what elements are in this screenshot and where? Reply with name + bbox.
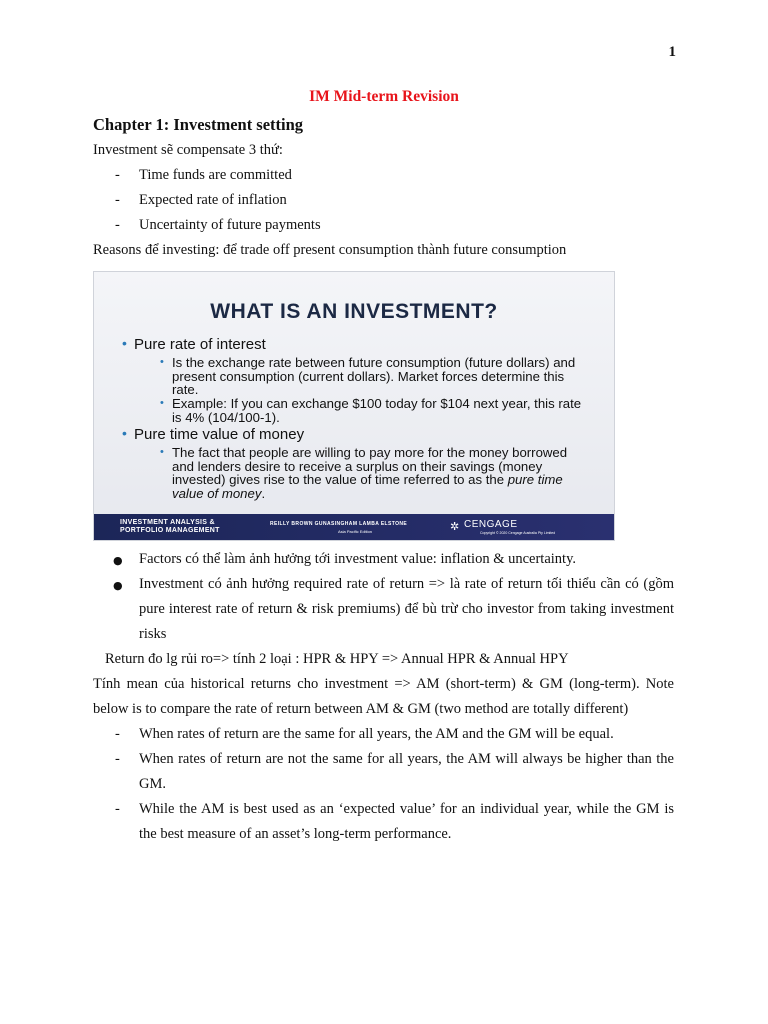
investment-slide-image [93, 271, 615, 541]
mean-paragraph: Tính mean của historical returns cho investment => AM (short-term) & GM (long-term). Note below is to compare the rate of return between AM & GM (two method are totally different) [93, 676, 674, 717]
list-item: ● Factors có thể làm ảnh hưởng tới investment value: inflation & uncertainty. [93, 547, 674, 572]
bullet-icon: • [160, 446, 164, 458]
bullet-icon: • [160, 356, 164, 368]
return-line: Return đo lg rủi ro=> tính 2 loại : HPR & HPY => Annual HPR & Annual HPY [105, 651, 569, 667]
footer-edition: Asia Pacific Edition [338, 529, 373, 534]
comparison-list [93, 722, 674, 847]
compensate-list [93, 163, 674, 238]
slide-footer [94, 514, 614, 540]
footer-book-title [120, 519, 220, 535]
page-number: 1 [668, 44, 676, 60]
footer-book-line: PORTFOLIO MANAGEMENT [120, 527, 220, 534]
list-item: - Uncertainty of future payments [93, 213, 674, 238]
intro-line: Investment sẽ compensate 3 thứ: [93, 142, 283, 158]
reasons-line: Reasons để investing: để trade off present consumption thành future consumption [93, 242, 567, 258]
slide-point [122, 335, 266, 353]
list-item: - Time funds are committed [93, 163, 674, 188]
footer-copyright: Copyright © 2020 Cengage Australia Pty Limited [480, 531, 556, 535]
list-item: - While the AM is best used as an ‘expected value’ for an individual year, while the GM is the best measure of an asset’s long-term performance. [93, 797, 674, 847]
bullet-icon: • [160, 397, 164, 409]
slide-subpoint [160, 396, 592, 425]
slide-point-text: Pure time value of money [134, 426, 305, 443]
slide-subpoint [160, 355, 592, 397]
footer-authors: REILLY BROWN GUNASINGHAM LAMBA ELSTONE [270, 521, 408, 527]
cengage-logo-icon: ✲ [450, 521, 460, 533]
slide-emphasis-text: pure time value of money [172, 472, 563, 501]
slide-subpoint-text: Example: If you can exchange $100 today for $104 next year, this rate is 4% (104/100-1). [172, 396, 582, 425]
list-item: - When rates of return are the same for all years, the AM and the GM will be equal. [93, 722, 674, 747]
slide-point-text: Pure rate of interest [134, 336, 266, 353]
list-item: ● Investment có ảnh hưởng required rate of return => là rate of return tối thiểu cần có (gồm pure interest rate of return & risk premiums) để bù trừ cho investor from taking investment risks [93, 572, 674, 647]
slide-subpoint-text: The fact that people are willing to pay more for the money borrowed and lenders desire to receive a surplus on their savings (money invested) gives rise to the value of time referred to as the [172, 445, 568, 487]
slide-point [122, 425, 305, 443]
factors-list [93, 547, 674, 647]
slide-subpoint [160, 445, 592, 501]
footer-brand: CENGAGE [464, 519, 518, 530]
slide-subpoint-text: . [261, 485, 266, 501]
bullet-icon: • [122, 425, 127, 441]
chapter-heading: Chapter 1: Investment setting [93, 115, 304, 134]
document-body [93, 112, 674, 847]
list-item: - Expected rate of inflation [93, 188, 674, 213]
slide-title: WHAT IS AN INVESTMENT? [210, 300, 498, 323]
slide-subpoint-text: Is the exchange rate between future consumption (future dollars) and present consumption (current dollars). Market forces determine this rate. [172, 355, 576, 397]
list-item: - When rates of return are not the same for all years, the AM will always be higher than the GM. [93, 747, 674, 797]
footer-book-line: INVESTMENT ANALYSIS & [120, 519, 215, 526]
document-title: IM Mid-term Revision [309, 88, 459, 105]
bullet-icon: • [122, 335, 127, 351]
